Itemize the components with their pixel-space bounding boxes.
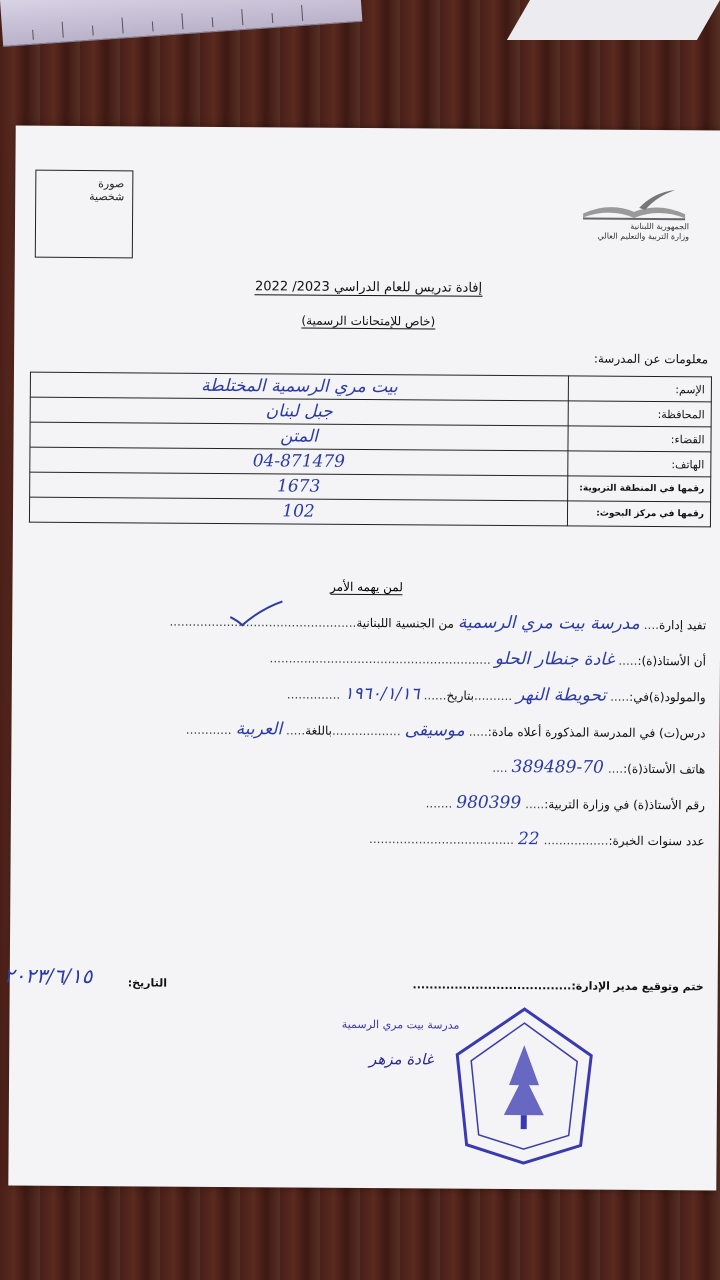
logo-line-2: وزارة التربية والتعليم العالي [597,231,689,242]
region-number-label: رقمها في المنطقة التربوية: [568,476,711,502]
statement-line-3: والمولود(ة)في:.....تحويطة النهر..........بتاريخ......١٩٦٠/١/١٦.............. [286,683,706,706]
school-info-table [29,372,712,528]
document-subtitle: (خاص للإمتحانات الرسمية) [301,313,436,329]
photo-box [35,170,134,259]
statement-line-2: أن الأستاذ(ة):.....غادة جنطار الحلو.......................................................... [269,648,707,670]
governorate-label: المحافظة: [568,401,711,427]
school-name-value: بيت مري الرسمية المختلطة [30,372,568,401]
stamp-school-name: مدرسة بيت مري الرسمية [341,1017,460,1032]
photo-label-1: صورة [98,177,125,191]
signature-label: ختم وتوقيع مدير الإدارة:...................................... [412,978,704,994]
language-handwritten: العربية [235,719,283,740]
school-handwritten: مدرسة بيت مري الرسمية [457,612,640,634]
ministry-logo [569,187,689,242]
teacher-phone-handwritten: 70-389489 [511,757,604,778]
book-emblem-icon [579,187,689,222]
research-number-label: رقمها في مركز البحوث: [567,501,710,527]
statement-line-1: تفيد إدارة....مدرسة بيت مري الرسميةمن الجنسية اللبنانية................................................. [169,612,707,634]
statement-line-6: رقم الأستاذ(ة) في وزارة التربية:.....980399....... [425,792,706,814]
paper-corner [507,0,720,40]
district-value: المتن [30,422,568,451]
region-number-value: 1673 [30,472,568,501]
logo-line-1: الجمهورية اللبنانية [630,221,690,232]
school-section-label: معلومات عن المدرسة: [593,351,709,367]
official-seal-stamp [448,1005,599,1166]
statement-line-4: درس(ت) في المدرسة المذكورة أعلاه مادة:.....موسيقى..................باللغة.....العربية............ [185,719,706,741]
research-number-value: 102 [29,497,567,526]
governorate-value: جبل لبنان [30,397,568,426]
phone-value: 04-871479 [30,447,568,476]
date-label: التاريخ: [127,976,168,990]
table-row [29,497,710,527]
experience-handwritten: 22 [517,829,540,850]
to-whom-heading: لمن يهمه الأمر [330,579,403,595]
ministry-number-handwritten: 980399 [456,792,522,814]
birthdate-handwritten: ١٩٦٠/١/١٦ [344,683,420,705]
birthplace-handwritten: تحويطة النهر [516,685,607,706]
statement-line-7: عدد سنوات الخبرة:.................22...................................... [368,829,705,850]
document-title: إفادة تدريس للعام الدراسي 2023/ 2022 [254,279,483,296]
school-name-label: الإسم: [568,376,711,402]
photo-label-2: شخصية [89,190,125,204]
date-handwritten: ٢٠٢٣/٦/١٥ [3,963,93,989]
ruler [0,0,362,47]
phone-label: الهاتف: [568,451,711,477]
ruler-number [185,0,204,1]
subject-handwritten: موسيقى [404,720,465,741]
principal-signature: غادة مزهر [369,1050,434,1069]
teacher-name-handwritten: غادة جنطار الحلو [494,648,615,670]
district-label: القضاء: [568,426,711,452]
document-page [3,126,720,1191]
statement-line-5: هاتف الأستاذ(ة):....70-389489.... [492,757,706,778]
